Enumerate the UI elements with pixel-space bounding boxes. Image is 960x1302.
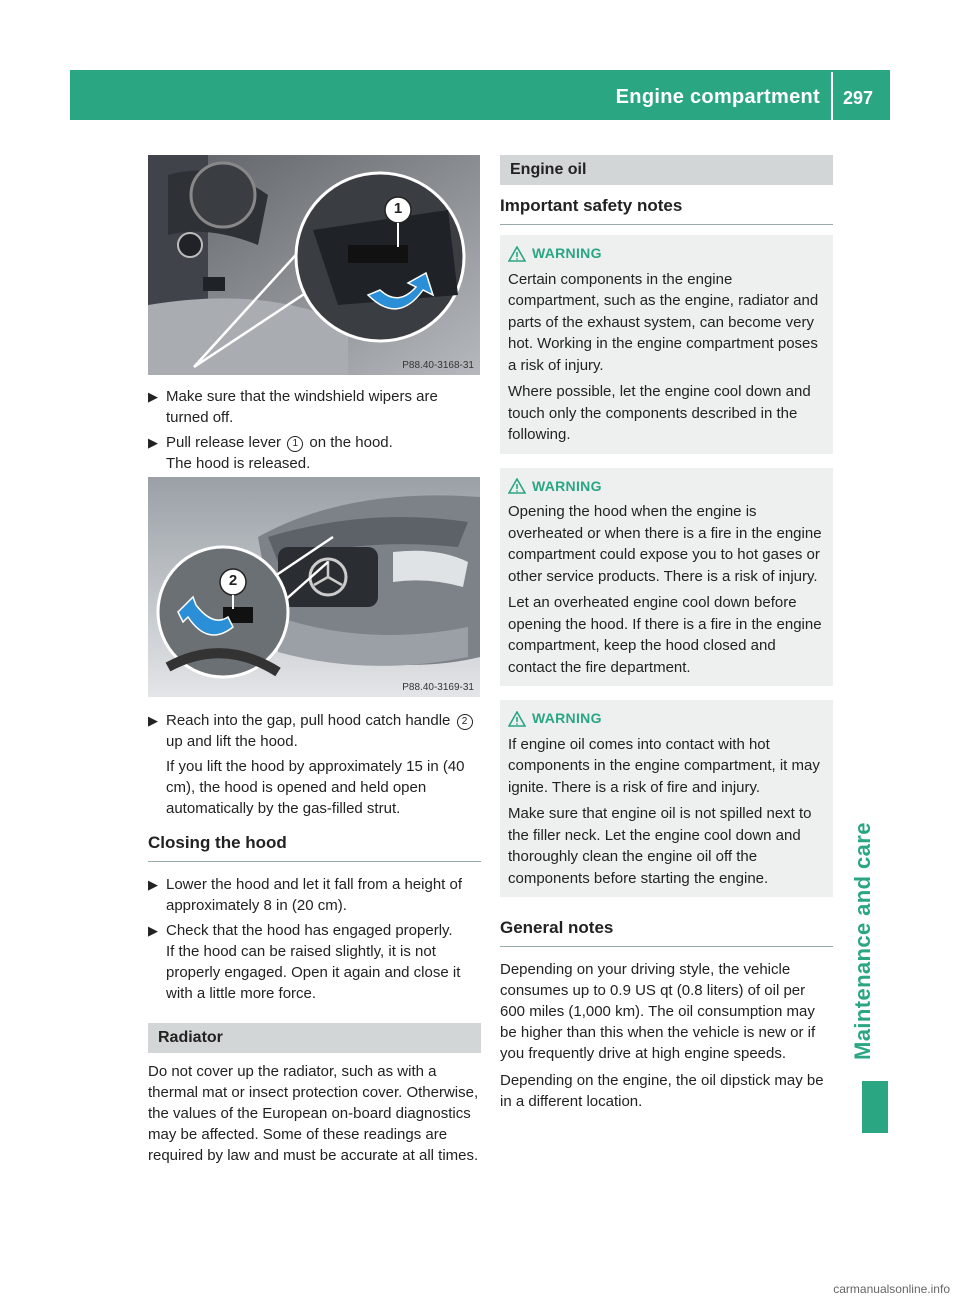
watermark-url: carmanualsonline.info xyxy=(833,1282,950,1296)
step-item xyxy=(148,920,481,1004)
interior-illustration xyxy=(148,155,480,375)
warning-text: Certain components in the engine compartment, such as the engine, radiator and parts of the exhaust system, can become very hot. Working in the engine compartment poses a risk of injury. xyxy=(508,270,819,374)
step-item xyxy=(148,386,483,428)
car-front-illustration xyxy=(148,477,480,697)
page-number: 297 xyxy=(843,88,874,108)
step-item xyxy=(148,710,483,752)
step-arrow-icon: ▶ xyxy=(148,389,158,404)
warning-text: Make sure that engine oil is not spilled next to the filler neck. Let the engine cool down and thoroughly clean the engine oil off the components before starting the engine. xyxy=(508,805,812,887)
radiator-text: Do not cover up the radiator, such as with a thermal mat or insect protection cover. Otherwise, the values of the European on-board diagnostics may be affected. Some of these readings are required by law and must be accurate at all times. xyxy=(148,1063,479,1164)
warning-triangle-icon xyxy=(508,478,526,494)
warning-triangle-icon xyxy=(508,711,526,727)
warning-title: WARNING xyxy=(532,245,602,261)
header-separator xyxy=(831,72,833,120)
warning-box xyxy=(500,235,833,454)
step-text: on the hood. xyxy=(309,434,393,451)
section-tab-label: Maintenance and care xyxy=(850,822,875,1060)
radiator-section xyxy=(148,1023,481,1172)
general-notes-text: Depending on the engine, the oil dipstick may be in a different location. xyxy=(500,1072,824,1110)
closing-hood-section xyxy=(148,832,481,1008)
warning-box xyxy=(500,700,833,897)
warning-text: Let an overheated engine cool down before opening the hood. If there is a fire in the engine compartment, keep the hood closed and contact the fire department. xyxy=(508,594,822,676)
figure-hood-catch-handle xyxy=(148,477,480,697)
step-text: Make sure that the windshield wipers are turned off. xyxy=(166,388,438,426)
step-text: Reach into the gap, pull hood catch handle xyxy=(166,712,451,729)
warning-title: WARNING xyxy=(532,710,602,726)
section-band-radiator: Radiator xyxy=(148,1023,481,1053)
callout-2-ref: 2 xyxy=(457,714,473,730)
step-text: Pull release lever xyxy=(166,434,282,451)
figure-hood-release-lever xyxy=(148,155,480,375)
step-arrow-icon: ▶ xyxy=(148,435,158,450)
step-arrow-icon: ▶ xyxy=(148,923,158,938)
section-heading-safety-notes: Important safety notes xyxy=(500,195,833,225)
warning-text: If engine oil comes into contact with hot components in the engine compartment, it may ignite. There is a risk of fire and injury. xyxy=(508,735,820,796)
step-text: Lower the hood and let it fall from a height of approximately 8 in (20 cm). xyxy=(166,876,463,914)
warning-text: Opening the hood when the engine is overheated or when there is a fire in the engine compartment could expose you to hot gases or other service products. There is a risk of injury. xyxy=(508,503,822,585)
warning-triangle-icon xyxy=(508,246,526,262)
step-result: If the hood can be raised slightly, it is not properly engaged. Open it again and close it with a little more force. xyxy=(166,943,461,1002)
step-note: If you lift the hood by approximately 15 in (40 cm), the hood is opened and held open automatically by the gas-filled strut. xyxy=(166,758,465,817)
general-notes-text: Depending on your driving style, the vehicle consumes up to 0.9 US qt (0.8 liters) of oil per 600 miles (1,000 km). The oil consumption may be higher than this when the vehicle is new or if you frequently drive at high engine speeds. xyxy=(500,961,816,1062)
callout-1: 1 xyxy=(393,200,403,217)
figure-code: P88.40-3169-31 xyxy=(402,682,474,693)
page-title: Engine compartment xyxy=(615,86,820,108)
section-band-engine-oil: Engine oil xyxy=(500,155,833,185)
warning-text: Where possible, let the engine cool down and touch only the components described in the following. xyxy=(508,383,811,443)
figure-code: P88.40-3168-31 xyxy=(402,360,474,371)
callout-1-ref: 1 xyxy=(287,436,303,452)
step-item xyxy=(148,874,481,916)
engine-oil-section xyxy=(500,155,833,1118)
warning-box xyxy=(500,468,833,687)
step-text: Check that the hood has engaged properly. xyxy=(166,922,453,939)
warning-title: WARNING xyxy=(532,477,602,494)
step-text: up and lift the hood. xyxy=(166,733,298,750)
callout-2: 2 xyxy=(228,572,238,589)
step-item xyxy=(148,432,483,474)
section-heading-general-notes: General notes xyxy=(500,917,833,947)
left-step3-block xyxy=(148,710,483,825)
section-heading-closing-hood: Closing the hood xyxy=(148,832,481,862)
step-arrow-icon: ▶ xyxy=(148,713,158,728)
left-steps-block xyxy=(148,386,483,474)
step-arrow-icon: ▶ xyxy=(148,877,158,892)
step-result: The hood is released. xyxy=(166,455,311,472)
section-tab-marker xyxy=(862,1081,888,1133)
